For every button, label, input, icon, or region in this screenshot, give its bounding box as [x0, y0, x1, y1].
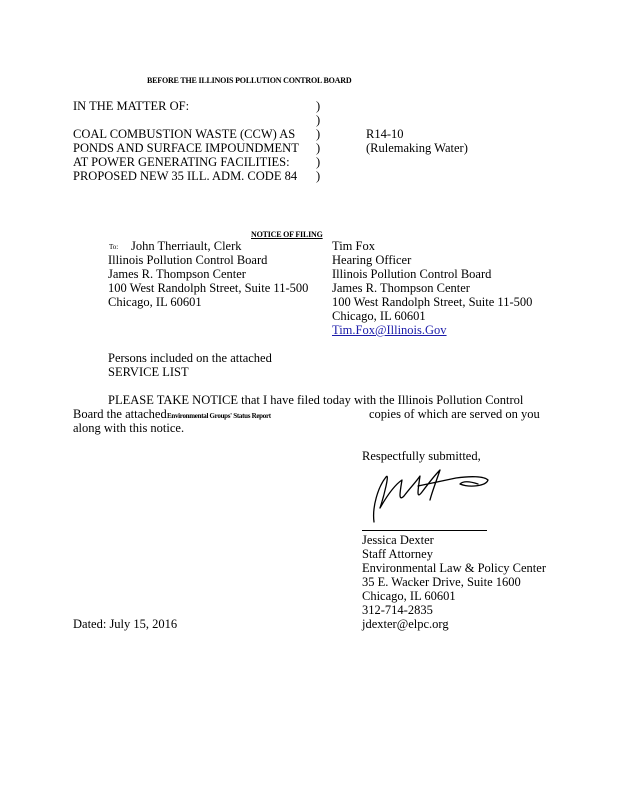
handwritten-signature: [360, 462, 500, 532]
recipient-left-line: Illinois Pollution Control Board: [108, 253, 268, 267]
recipient-right-line: James R. Thompson Center: [332, 281, 470, 295]
to-label: To:: [109, 243, 119, 251]
caption-paren: ): [316, 99, 321, 113]
recipient-left-line: 100 West Randolph Street, Suite 11-500: [108, 281, 309, 295]
caption-paren: ): [316, 155, 321, 169]
signer-line: 312-714-2835: [362, 603, 433, 617]
caption-paren: ): [316, 141, 321, 155]
recipient-right-line: Illinois Pollution Control Board: [332, 267, 492, 281]
signer-line: 35 E. Wacker Drive, Suite 1600: [362, 575, 521, 589]
case-number: R14-10: [366, 127, 404, 141]
recipient-left-line: John Therriault, Clerk: [131, 239, 242, 253]
caption-paren: ): [316, 169, 321, 183]
case-type: (Rulemaking Water): [366, 141, 468, 155]
caption-line-1: IN THE MATTER OF:: [73, 99, 190, 113]
signer-line: Jessica Dexter: [362, 533, 434, 547]
signer-line: Chicago, IL 60601: [362, 589, 456, 603]
body-line-2-start: Board the attached: [73, 407, 167, 421]
caption-line-5: PROPOSED NEW 35 ILL. ADM. CODE 84: [73, 169, 298, 183]
body-line-2-end: copies of which are served on you: [369, 407, 540, 421]
body-line-1: PLEASE TAKE NOTICE that I have filed today with the Illinois Pollution Control: [108, 393, 524, 407]
caption-line-2: COAL COMBUSTION WASTE (CCW) AS: [73, 127, 296, 141]
recipient-left-line: Chicago, IL 60601: [108, 295, 202, 309]
body-line-3: along with this notice.: [73, 421, 185, 435]
document-heading: BEFORE THE ILLINOIS POLLUTION CONTROL BOARD: [147, 76, 352, 85]
recipient-right-line: Hearing Officer: [332, 253, 412, 267]
signer-line: Environmental Law & Policy Center: [362, 561, 546, 575]
notice-title: NOTICE OF FILING: [251, 230, 323, 239]
caption-paren: ): [316, 127, 321, 141]
recipient-left-line: James R. Thompson Center: [108, 267, 246, 281]
hearing-officer-email-link[interactable]: Tim.Fox@Illinois.Gov: [332, 323, 447, 337]
caption-line-4: AT POWER GENERATING FACILITIES:: [73, 155, 290, 169]
caption-paren: ): [316, 113, 321, 127]
recipient-right-line: Chicago, IL 60601: [332, 309, 426, 323]
recipient-right-line: 100 West Randolph Street, Suite 11-500: [332, 295, 533, 309]
service-line: SERVICE LIST: [108, 365, 189, 379]
signature-line: [362, 530, 487, 531]
signer-email: jdexter@elpc.org: [362, 617, 449, 631]
recipient-right-line: Tim Fox: [332, 239, 375, 253]
document-name: Environmental Groups' Status Report: [167, 412, 271, 420]
dated-line: Dated: July 15, 2016: [73, 617, 178, 631]
signer-line: Staff Attorney: [362, 547, 433, 561]
caption-line-3: PONDS AND SURFACE IMPOUNDMENT: [73, 141, 299, 155]
service-line: Persons included on the attached: [108, 351, 272, 365]
closing: Respectfully submitted,: [362, 449, 481, 463]
